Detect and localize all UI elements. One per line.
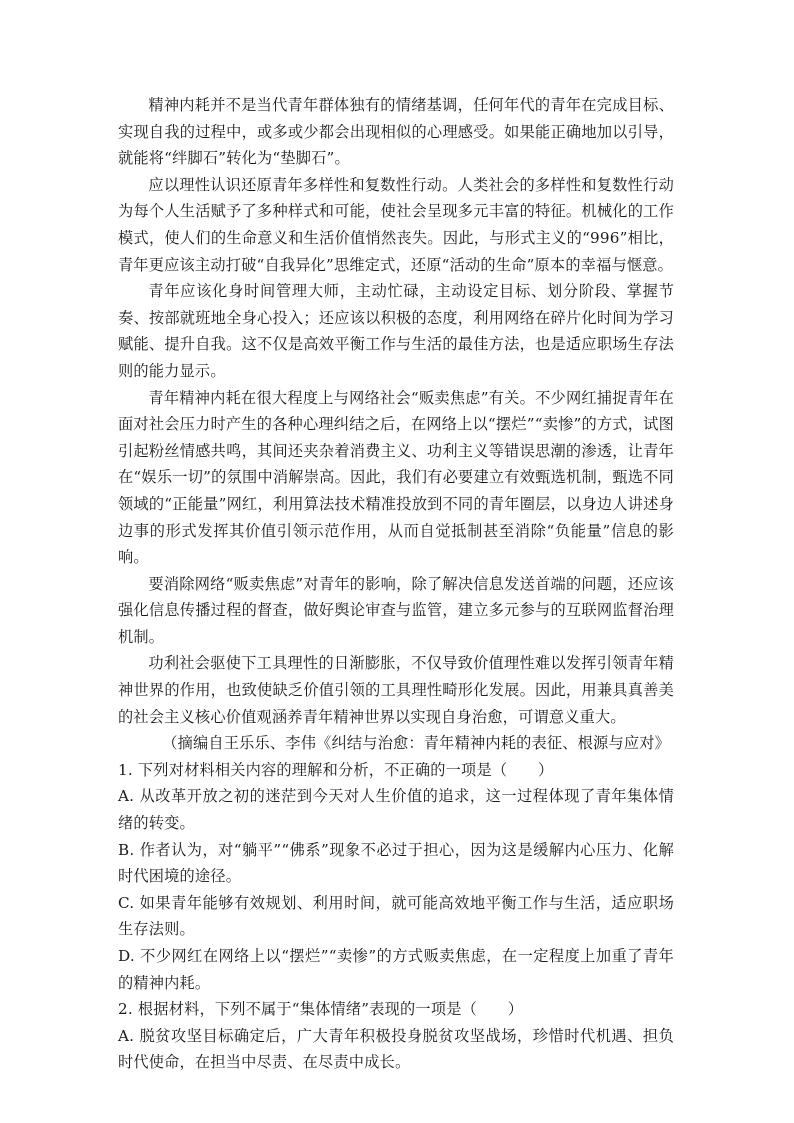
question-1-option-a: A. 从改革开放之初的迷茫到今天对人生价值的追求，这一过程体现了青年集体情绪的转变。 bbox=[118, 787, 674, 833]
document-page bbox=[118, 92, 674, 1076]
question-2-stem: 2. 根据材料，下列不属于“集体情绪”表现的一项是（ ） bbox=[118, 1000, 524, 1019]
paragraph-5: 要消除网络“贩卖焦虑”对青年的影响，除了解决信息发送首端的问题，还应该强化信息传播过程的督查，做好舆论审查与监管，建立多元参与的互联网监督治理机制。 bbox=[118, 574, 674, 646]
question-1-option-d: D. 不少网红在网络上以“摆烂”“卖惨”的方式贩卖焦虑，在一定程度上加重了青年的精神内耗。 bbox=[118, 947, 674, 992]
source-citation: （摘编自王乐乐、李伟《纠结与治愈：青年精神内耗的表征、根源与应对》 bbox=[162, 734, 670, 753]
paragraph-2: 应以理性认识还原青年多样性和复数性行动。人类社会的多样性和复数性行动为每个人生活赋予了多种样式和可能，使社会呈现多元丰富的特征。机械化的工作模式，使人们的生命意义和生活价值悄然丧失。因此，与形式主义的“996”相比，青年更应该主动打破“自我异化”思维定式，还原“活动的生命”原本的幸福与惬意。 bbox=[118, 175, 674, 274]
question-1-stem: 1. 下列对材料相关内容的理解和分析，不正确的一项是（ ） bbox=[118, 760, 554, 779]
question-1-option-c: C. 如果青年能够有效规划、利用时间，就可能高效地平衡工作与生活，适应职场生存法则。 bbox=[118, 893, 674, 939]
paragraph-3: 青年应该化身时间管理大师，主动忙碌，主动设定目标、划分阶段、掌握节奏、按部就班地全身心投入；还应该以积极的态度，利用网络在碎片化时间为学习赋能、提升自我。这不仅是高效平衡工作与生活的最佳方法，也是适应职场生存法则的能力显示。 bbox=[118, 282, 674, 380]
paragraph-4: 青年精神内耗在很大程度上与网络社会“贩卖焦虑”有关。不少网红捕捉青年在面对社会压力时产生的各种心理纠结之后，在网络上以“摆烂”“卖惨”的方式，试图引起粉丝情感共鸣，其间还夹杂着消费主义、功利主义等错误思潮的渗透，让青年在“娱乐一切”的氛围中消解崇高。因此，我们有必要建立有效甄选机制，甄选不同领域的“正能量”网红，利用算法技术精准投放到不同的青年圈层，以身边人讲述身边事的形式发挥其价值引领示范作用，从而自觉抵制甚至消除“负能量”信息的影响。 bbox=[118, 388, 674, 567]
question-1-option-b: B. 作者认为，对“躺平”“佛系”现象不必过于担心，因为这是缓解内心压力、化解时代困境的途径。 bbox=[118, 840, 674, 886]
paragraph-1: 精神内耗并不是当代青年群体独有的情绪基调，任何年代的青年在完成目标、实现自我的过程中，或多或少都会出现相似的心理感受。如果能正确地加以引导，就能将“绊脚石”转化为“垫脚石”。 bbox=[118, 96, 674, 168]
question-2-option-a: A. 脱贫攻坚目标确定后，广大青年积极投身脱贫攻坚战场，珍惜时代机遇、担负时代使命，在担当中尽责、在尽责中成长。 bbox=[118, 1026, 674, 1072]
paragraph-6: 功利社会驱使下工具理性的日渐膨胀，不仅导致价值理性难以发挥引领青年精神世界的作用，也致使缺乏价值引领的工具理性畸形化发展。因此，用兼具真善美的社会主义核心价值观涵养青年精神世界以实现自身治愈，可谓意义重大。 bbox=[118, 654, 674, 726]
